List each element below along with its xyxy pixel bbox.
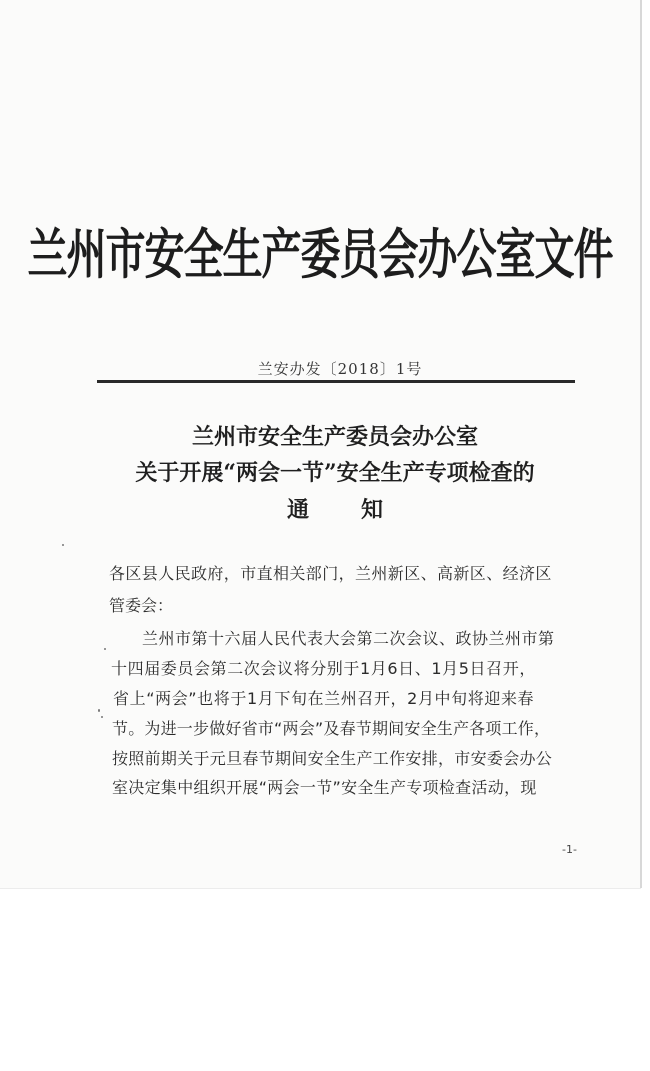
notice-title-char-1: 通 <box>286 497 309 523</box>
body-line-2: 管委会： <box>109 596 174 615</box>
body-line-5: 省上“两会”也将于1月下旬在兰州召开，2月中旬将迎来春 <box>113 689 535 708</box>
body-line-8: 室决定集中组织开展“两会一节”安全生产专项检查活动，现 <box>112 778 537 797</box>
document-number: 兰安办发〔2018〕1号 <box>257 360 423 378</box>
body-line-1: 各区县人民政府，市直相关部门，兰州新区、高新区、经济区 <box>109 564 552 583</box>
page-number: -1- <box>562 843 577 856</box>
scan-speck <box>101 716 103 718</box>
notice-title-char-2: 知 <box>361 497 384 523</box>
document-header-title: 兰州市安全生产委员会办公室文件 <box>27 222 613 287</box>
scan-speck <box>98 709 100 712</box>
body-line-4: 十四届委员会第二次会议将分别于1月6日、1月5日召开， <box>111 659 536 678</box>
body-line-3: 兰州市第十六届人民代表大会第二次会议、政协兰州市第 <box>142 629 555 648</box>
scan-page-edge <box>640 0 642 888</box>
body-line-7: 按照前期关于元旦春节期间安全生产工作安排，市安委会办公 <box>112 749 553 768</box>
scan-speck <box>104 648 106 650</box>
notice-title-line-2: 关于开展“两会一节”安全生产专项检查的 <box>135 460 535 486</box>
notice-title-line-1: 兰州市安全生产委员会办公室 <box>191 424 478 450</box>
notice-title-line-3 <box>0 493 650 524</box>
scan-speck <box>62 544 64 546</box>
body-line-6: 节。为进一步做好省市“两会”及春节期间安全生产各项工作， <box>112 719 551 738</box>
header-divider-rule <box>97 380 575 383</box>
